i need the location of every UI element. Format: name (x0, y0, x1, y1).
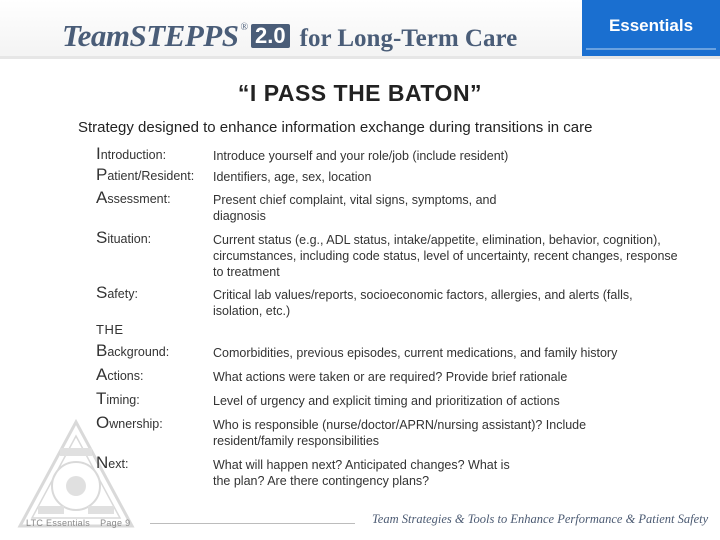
term-description: Introduce yourself and your role/job (include resident) (213, 149, 509, 163)
logo-subtitle: for Long-Term Care (299, 25, 518, 52)
term-label: Assessment: (96, 188, 171, 207)
logo-team: TeamSTEPPS (62, 18, 239, 53)
term-label: Next: (96, 453, 129, 472)
teamstepps-triangle-watermark-icon (16, 418, 136, 533)
term-description: Level of urgency and explicit timing and prioritization of actions (213, 394, 560, 408)
slide-subtitle: Strategy designed to enhance information exchange during transitions in care (78, 119, 593, 136)
footer-page-number: Page 9 (100, 518, 131, 528)
teamstepps-logo (62, 18, 517, 54)
footer-divider (150, 523, 355, 524)
slide-header (0, 0, 720, 59)
term-description: What actions were taken or are required? Provide brief rationale (213, 370, 568, 384)
the-label: THE (96, 322, 124, 337)
term-label: Safety: (96, 283, 138, 302)
term-description: Who is responsible (nurse/doctor/APRN/nursing assistant)? Include resident/family responsibilities (213, 418, 587, 448)
term-description: Current status (e.g., ADL status, intake/appetite, elimination, behavior, cognition), circumstances, including code status, level of uncertainty, recent changes, response to treatment (213, 233, 678, 279)
footer-tagline: Team Strategies & Tools to Enhance Performance & Patient Safety (372, 512, 709, 526)
header-rule (0, 56, 720, 59)
term-label: Actions: (96, 365, 144, 384)
term-description: Present chief complaint, vital signs, symptoms, and diagnosis (213, 193, 497, 223)
term-label: Introduction: (96, 144, 167, 163)
term-description: Comorbidities, previous episodes, current medications, and family history (213, 346, 618, 360)
term-description: What will happen next? Anticipated changes? What is the plan? Are there contingency plans? (213, 458, 510, 488)
essentials-label: Essentials (608, 16, 694, 35)
term-description: Critical lab values/reports, socioeconomic factors, allergies, and alerts (falls, isolation, etc.) (213, 288, 633, 318)
footer-course-label: LTC Essentials (26, 518, 91, 528)
term-description: Identifiers, age, sex, location (213, 170, 372, 184)
footer-left (26, 518, 130, 528)
essentials-badge (582, 0, 720, 56)
logo-version: 2.0 (251, 24, 290, 48)
logo-registered-mark: ® (240, 22, 249, 33)
term-label: Ownership: (96, 413, 163, 432)
term-label: Timing: (96, 389, 140, 408)
slide-title: “I PASS THE BATON” (237, 80, 483, 106)
term-label: Situation: (96, 228, 152, 247)
term-label: Patient/Resident: (96, 165, 195, 184)
term-label: Background: (96, 341, 170, 360)
